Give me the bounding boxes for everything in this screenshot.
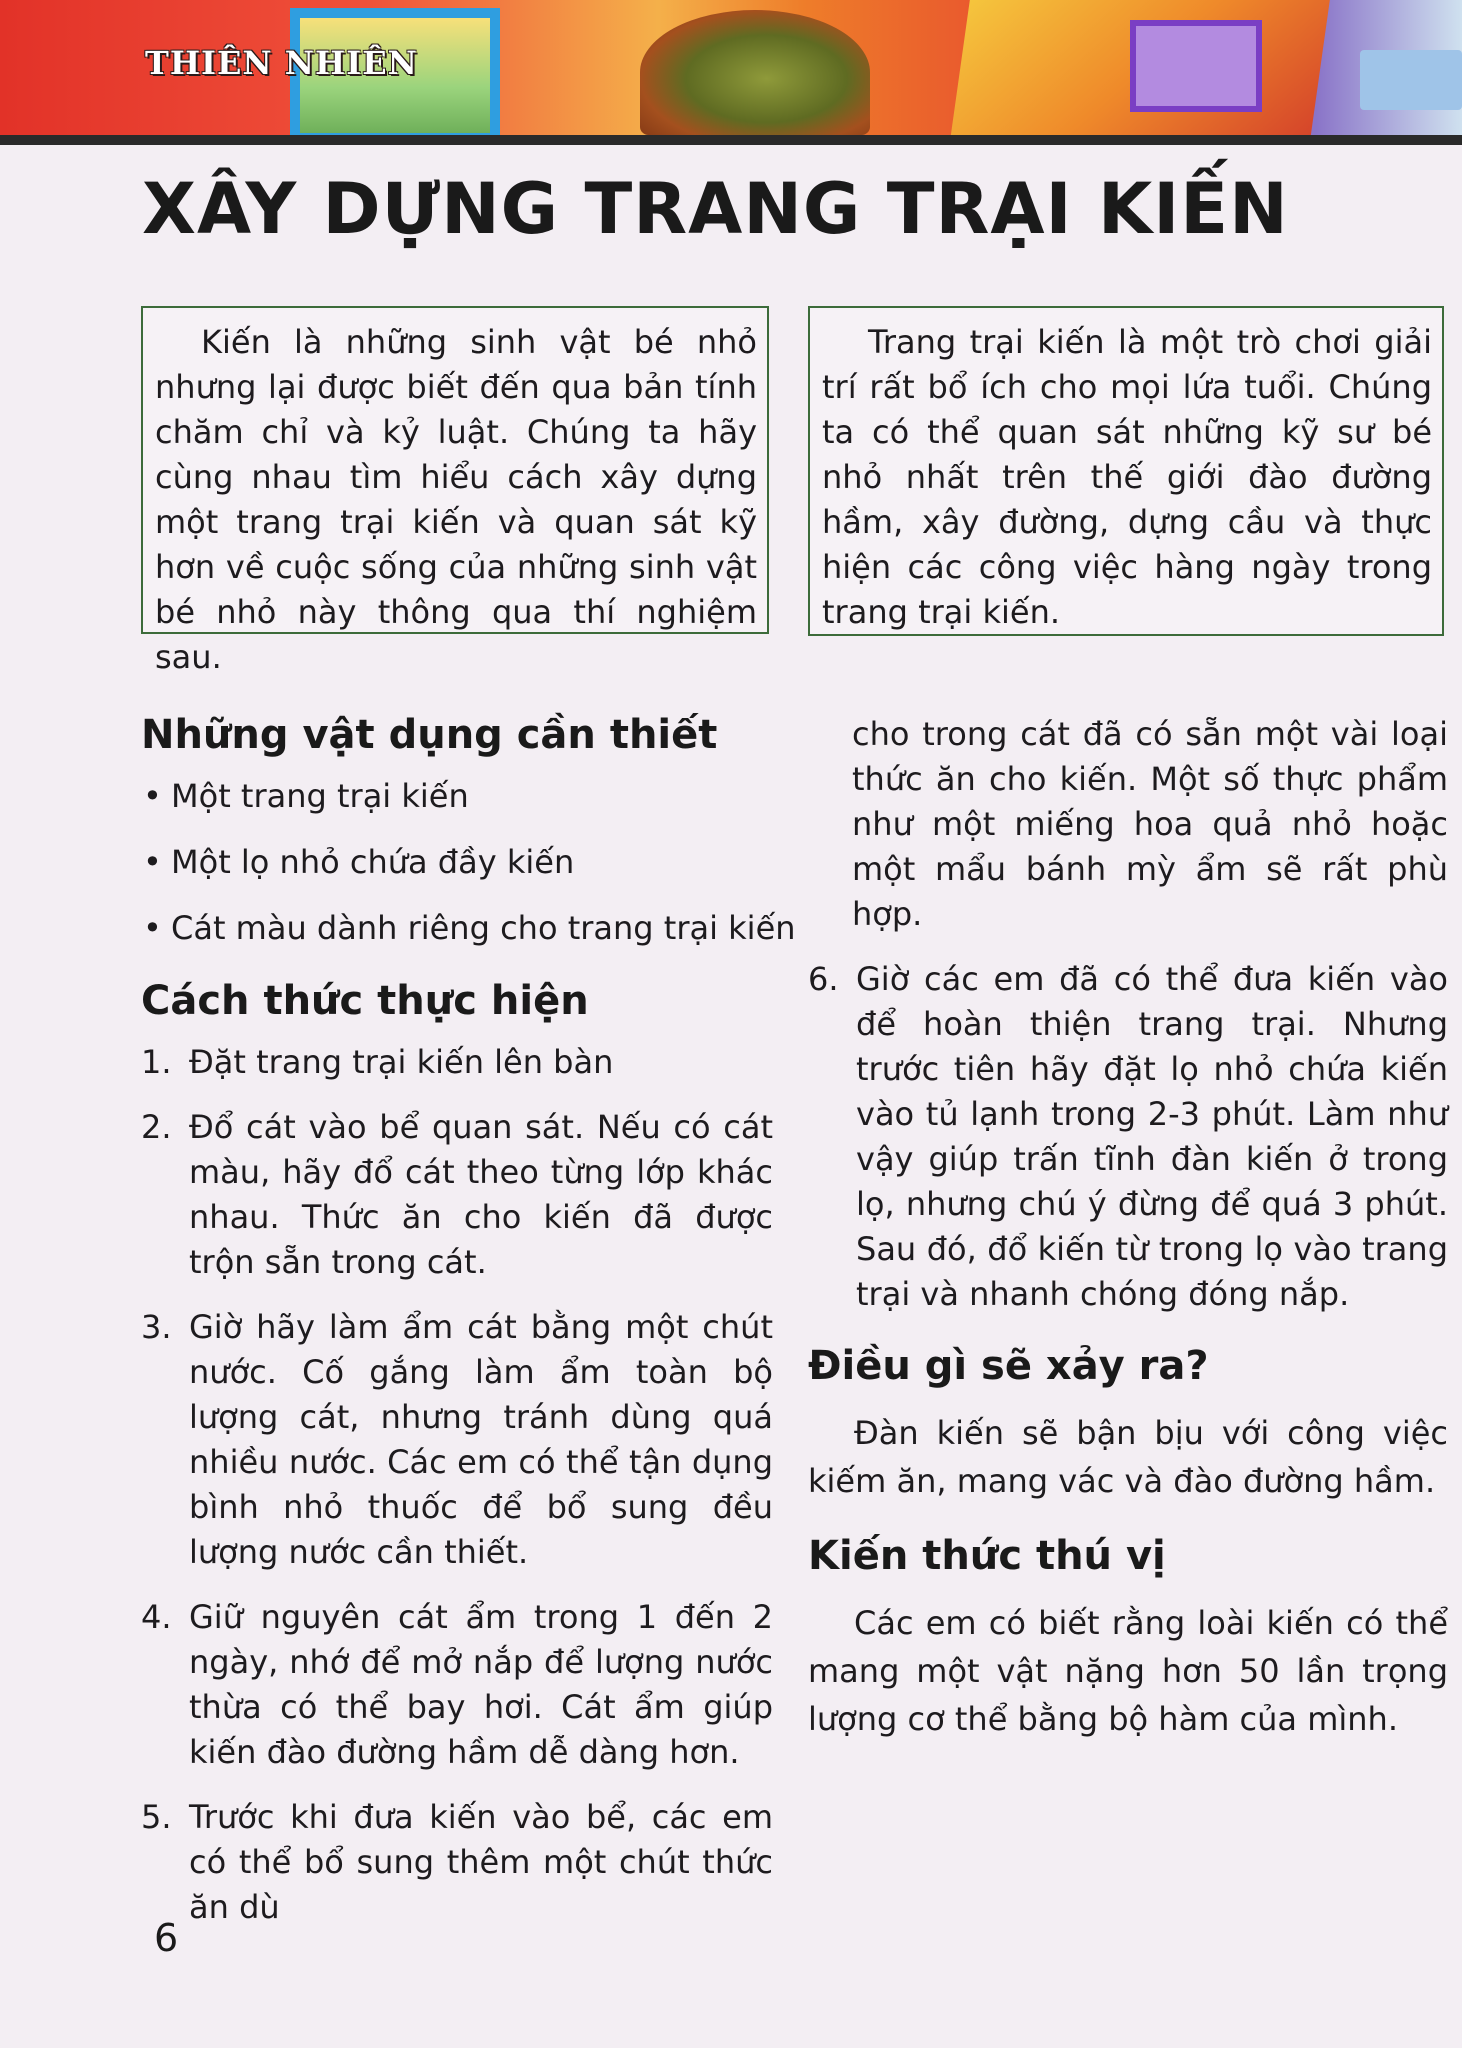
intro-text-left: Kiến là những sinh vật bé nhỏ nhưng lại được biết đến qua bản tính chăm chỉ và kỷ luật. Chúng ta hãy cùng nhau tìm hiểu cách xây dựng một trang trại kiến và quan sát kỹ hơn về cuộc sống của những sinh vật bé nhỏ này thông qua thí nghiệm sau. [155, 323, 757, 676]
fact-text: Các em có biết rằng loài kiến có thể mang một vật nặng hơn 50 lần trọng lượng cơ thể bằng bộ hàm của mình. [808, 1604, 1448, 1738]
step-item [141, 1305, 773, 1575]
step-text: Trước khi đưa kiến vào bể, các em có thể bổ sung thêm một chút thức ăn dù [189, 1798, 773, 1926]
tray-illustration [1360, 50, 1462, 110]
materials-item: • Một trang trại kiến [141, 774, 773, 818]
right-column [808, 712, 1448, 1765]
section-label: THIÊN NHIÊN [145, 44, 418, 82]
materials-list [141, 774, 796, 950]
left-column [141, 706, 796, 1950]
materials-item: • Cát màu dành riêng cho trang trại kiến [141, 906, 773, 950]
step-item [141, 1105, 773, 1285]
step-number: 3. [141, 1308, 172, 1346]
materials-item: • Một lọ nhỏ chứa đầy kiến [141, 840, 773, 884]
page-number: 6 [154, 1916, 179, 1960]
fact-heading: Kiến thức thú vị [808, 1533, 1166, 1579]
intro-box-right [808, 306, 1444, 636]
step-text: Đổ cát vào bể quan sát. Nếu có cát màu, hãy đổ cát theo từng lớp khác nhau. Thức ăn cho kiến đã được trộn sẵn trong cát. [189, 1108, 773, 1281]
box-window-illustration [1130, 20, 1262, 112]
step-item [141, 1040, 773, 1085]
intro-box-left [141, 306, 769, 676]
step-text: Giờ các em đã có thể đưa kiến vào để hoàn thiện trang trại. Nhưng trước tiên hãy đặt lọ nhỏ chứa kiến vào tủ lạnh trong 2-3 phút. Làm như vậy giúp trấn tĩnh đàn kiến ở trong lọ, nhưng chú ý đừng để quá 3 phút. Sau đó, đổ kiến từ trong lọ vào trang trại và nhanh chóng đóng nắp. [856, 960, 1448, 1313]
step-number: 1. [141, 1043, 172, 1081]
header-banner [0, 0, 1462, 145]
method-steps-continued [808, 957, 1448, 1317]
step-text: Giữ nguyên cát ẩm trong 1 đến 2 ngày, nhớ để mở nắp để lượng nước thừa có thể bay hơi. Cát ẩm giúp kiến đào đường hầm dễ dàng hơn. [189, 1598, 773, 1771]
step-number: 5. [141, 1798, 172, 1836]
intro-text-right: Trang trại kiến là một trò chơi giải trí rất bổ ích cho mọi lứa tuổi. Chúng ta có thể quan sát những kỹ sư bé nhỏ nhất trên thế giới đào đường hầm, xây đường, dựng cầu và thực hiện các công việc hàng ngày trong trang trại kiến. [822, 323, 1432, 631]
step-text: Đặt trang trại kiến lên bàn [189, 1043, 614, 1081]
step-item [808, 957, 1448, 1317]
result-heading: Điều gì sẽ xảy ra? [808, 1343, 1209, 1389]
step-number: 6. [808, 960, 839, 998]
materials-heading: Những vật dụng cần thiết [141, 712, 718, 758]
method-steps [141, 1040, 773, 1930]
page-title: XÂY DỰNG TRANG TRẠI KIẾN [142, 168, 1289, 250]
method-heading: Cách thức thực hiện [141, 978, 589, 1024]
step-5-continued: cho trong cát đã có sẵn một vài loại thức ăn cho kiến. Một số thực phẩm như một miếng hoa quả nhỏ hoặc một mẩu bánh mỳ ẩm sẽ rất phù hợp. [852, 715, 1448, 933]
step-number: 2. [141, 1108, 172, 1146]
step-item [141, 1795, 773, 1930]
result-text: Đàn kiến sẽ bận bịu với công việc kiếm ăn, mang vác và đào đường hầm. [808, 1414, 1448, 1500]
step-number: 4. [141, 1598, 172, 1636]
step-text: Giờ hãy làm ẩm cát bằng một chút nước. Cố gắng làm ẩm toàn bộ lượng cát, nhưng tránh dùng quá nhiều nước. Các em có thể tận dụng bình nhỏ thuốc để bổ sung đều lượng nước cần thiết. [189, 1308, 773, 1571]
step-item [141, 1595, 773, 1775]
frog-illustration [640, 10, 870, 135]
